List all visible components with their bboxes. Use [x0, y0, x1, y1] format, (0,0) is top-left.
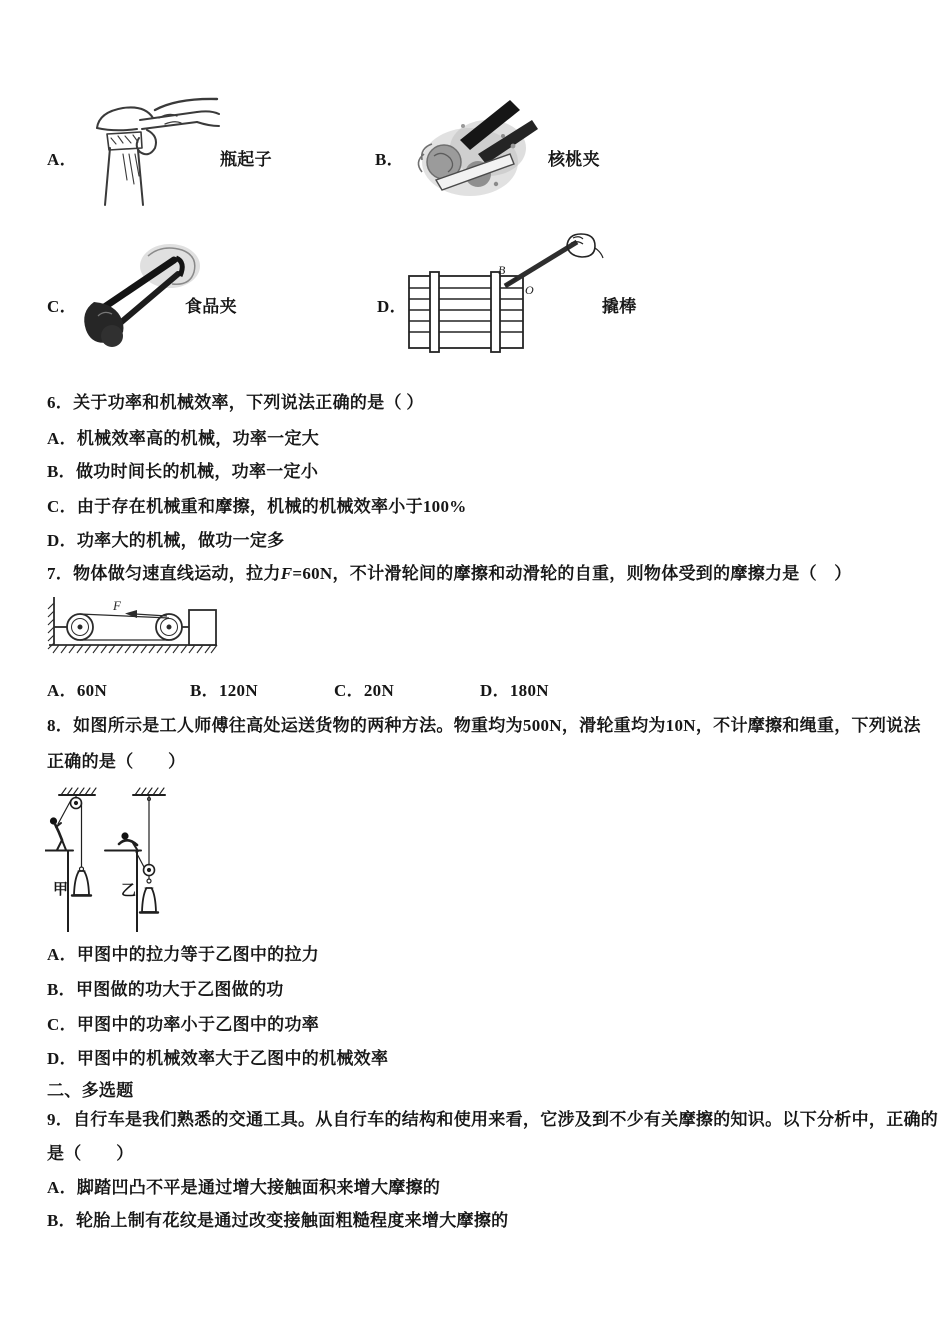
tool-option-b-letter: B． — [375, 150, 404, 169]
nutcracker-figure — [408, 96, 548, 206]
tool-option-d-letter: D． — [377, 297, 407, 316]
question-6-option-c: C．由于存在机械重和摩擦，机械的机械效率小于100% — [47, 497, 467, 516]
question-6-option-a: A．机械效率高的机械，功率一定大 — [47, 429, 320, 448]
section-2-heading: 二、多选题 — [47, 1081, 134, 1100]
question-7-stem-suffix: =60N，不计滑轮间的摩擦和动滑轮的自重，则物体受到的摩擦力是（ ） — [292, 564, 852, 583]
food-tongs-figure — [78, 238, 203, 350]
tool-option-a-letter: A． — [47, 150, 77, 169]
question-9-option-a: A．脚踏凹凸不平是通过增大接触面积来增大摩擦的 — [47, 1178, 441, 1197]
tool-option-c-caption: 食品夹 — [185, 297, 237, 316]
bottle-opener-figure — [85, 96, 220, 207]
question-6-stem: 6．关于功率和机械效率，下列说法正确的是（ ） — [47, 393, 424, 412]
question-8-option-b: B．甲图做的功大于乙图做的功 — [47, 980, 284, 999]
crowbar-crate-figure — [405, 232, 605, 354]
question-7-option-c: C．20N — [334, 681, 395, 700]
tool-option-a-caption: 瓶起子 — [220, 150, 272, 169]
question-7-stem — [47, 564, 852, 584]
crate-point-o-label: O — [525, 283, 534, 297]
pulley-methods-figure — [45, 782, 215, 932]
question-6-option-b: B．做功时间长的机械，功率一定小 — [47, 462, 319, 481]
question-8-option-d: D．甲图中的机械效率大于乙图中的机械效率 — [47, 1049, 389, 1068]
question-7-option-b: B．120N — [190, 681, 258, 700]
question-8-stem-line1: 8．如图所示是工人师傅往高处运送货物的两种方法。物重均为500N，滑轮重均为10N，不计摩擦和绳重，下列说法 — [47, 716, 921, 735]
question-8-stem-line2: 正确的是（ ） — [47, 752, 186, 771]
question-8-option-a: A．甲图中的拉力等于乙图中的拉力 — [47, 945, 320, 964]
question-8-option-c: C．甲图中的功率小于乙图中的功率 — [47, 1015, 320, 1034]
question-7-force-symbol: F — [280, 564, 293, 583]
figure-label-jia: 甲 — [53, 882, 69, 898]
tool-option-d-caption: 撬棒 — [602, 297, 637, 316]
crate-point-b-label: B — [498, 263, 506, 277]
pulley-force-label: F — [113, 598, 121, 613]
question-9-stem-line1: 9．自行车是我们熟悉的交通工具。从自行车的结构和使用来看，它涉及到不少有关摩擦的知识。以下分析中，正确的 — [47, 1110, 939, 1129]
question-9-option-b: B．轮胎上制有花纹是通过改变接触面粗糙程度来增大摩擦的 — [47, 1211, 509, 1230]
question-7-option-a: A．60N — [47, 681, 108, 700]
tool-option-c-letter: C． — [47, 297, 77, 316]
question-7-option-d: D．180N — [480, 681, 549, 700]
question-7-stem-prefix: 7．物体做匀速直线运动，拉力 — [47, 564, 281, 583]
pulley-friction-figure — [47, 593, 219, 657]
tool-option-b-caption: 核桃夹 — [548, 150, 600, 169]
question-6-option-d: D．功率大的机械，做功一定多 — [47, 531, 285, 550]
question-9-stem-line2: 是（ ） — [47, 1144, 134, 1163]
figure-label-yi: 乙 — [121, 883, 137, 899]
